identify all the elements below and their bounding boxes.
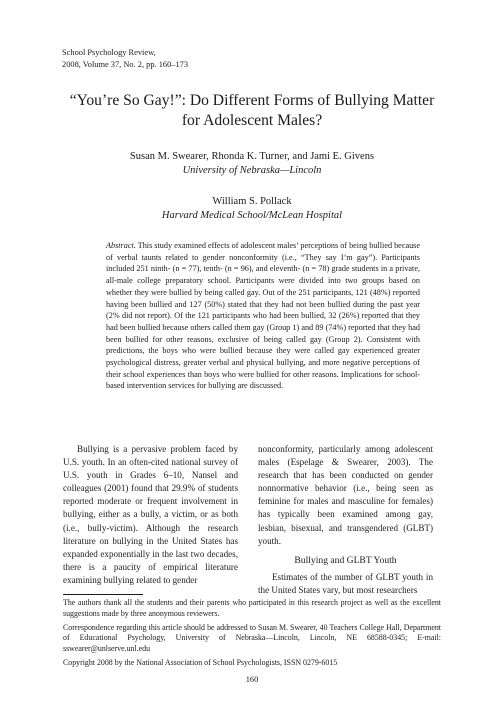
author-block-1 <box>40 150 464 178</box>
article-title-line-1: “You’re So Gay!”: Do Different Forms of Bullying Matter <box>69 92 435 109</box>
body-paragraph: Estimates of the number of GLBT youth in the United States vary, but most researchers <box>258 571 433 595</box>
author-names: Susan M. Swearer, Rhonda K. Turner, and Jami E. Givens <box>129 151 375 162</box>
author-affiliation: University of Nebraska—Lincoln <box>182 165 322 176</box>
footnote-divider <box>63 594 143 595</box>
author-names: William S. Pollack <box>212 196 292 207</box>
journal-citation <box>62 47 188 71</box>
footnote-acknowledgment: The authors thank all the students and their parents who participated in this research project as well as the excellent suggestions made by three anonymous reviewers. <box>63 598 441 618</box>
abstract-label: Abstract. <box>106 241 136 250</box>
section-heading: Bullying and GLBT Youth <box>294 554 397 566</box>
journal-name: School Psychology Review, <box>62 48 156 57</box>
abstract-text: This study examined effects of adolescent males’ perceptions of being bullied because of verbal taunts related to gender nonconformity (i.e., “They say I’m gay”). Participants included 251 ninth- (n = 77), tenth- (n = 96), and eleventh- (n = 78) grade students in a private, all-male college preparatory school. Participants were divided into two groups based on whether they were bullied by being called gay. Out of the 251 participants, 121 (48%) reported having been bullied and 127 (50%) stated that they had not been bullied during the past year (2% did not report). Of the 121 participants who had been bullied, 32 (26%) reported that they had been bullied because others called them gay (Group 1) and 89 (74%) reported that they had been bullied for other reasons, exclusive of being called gay (Group 2). Consistent with predictions, the boys who were bullied because they were called gay experienced greater psychological distress, greater verbal and physical bullying, and more negative perceptions of their school experiences than boys who were bullied for other reasons. Implications for school-based intervention services for bullying are discussed. <box>106 241 420 391</box>
body-paragraph: Bullying is a pervasive problem faced by U.S. youth. In an often-cited national survey of U.S. youth in Grades 6–10, Nansel and colleagues (2001) found that 29.9% of students reported moderate or frequent involvement in bullying, either as a bully, a victim, or as both (i.e., bully-victim). Although the research literature on bullying in the United States has expanded exponentially in the last two decades, there is a paucity of empirical literature examining bullying related to gender <box>63 444 238 585</box>
article-title-line-2: for Adolescent Males? <box>181 112 323 129</box>
author-block-2 <box>40 195 464 223</box>
footnote-copyright: Copyright 2008 by the National Association of School Psychologists, ISSN 0279-6015 <box>63 657 338 667</box>
body-column-right <box>258 443 433 597</box>
article-title <box>40 91 464 131</box>
author-affiliation: Harvard Medical School/McLean Hospital <box>161 210 343 221</box>
journal-volume-info: 2008, Volume 37, No. 2, pp. 160–173 <box>62 60 189 69</box>
body-column-left <box>63 443 238 587</box>
abstract <box>106 240 420 392</box>
footnotes <box>63 598 441 672</box>
footnote-correspondence: Correspondence regarding this article should be addressed to Susan M. Swearer, 40 Teachers College Hall, Department of Educational Psychology, University of Nebraska—Lincoln, Lincoln, NE 68588-0345; E-mail: sswearer@unlserve.unl.edu <box>63 622 441 654</box>
body-paragraph: nonconformity, particularly among adolescent males (Espelage & Swearer, 2003). The research that has been conducted on gender nonnormative behavior (i.e., being seen as feminine for males and masculine for females) has typically been examined among gay, lesbian, bisexual, and transgendered (GLBT) youth. <box>258 444 433 546</box>
page-number: 160 <box>245 675 259 684</box>
